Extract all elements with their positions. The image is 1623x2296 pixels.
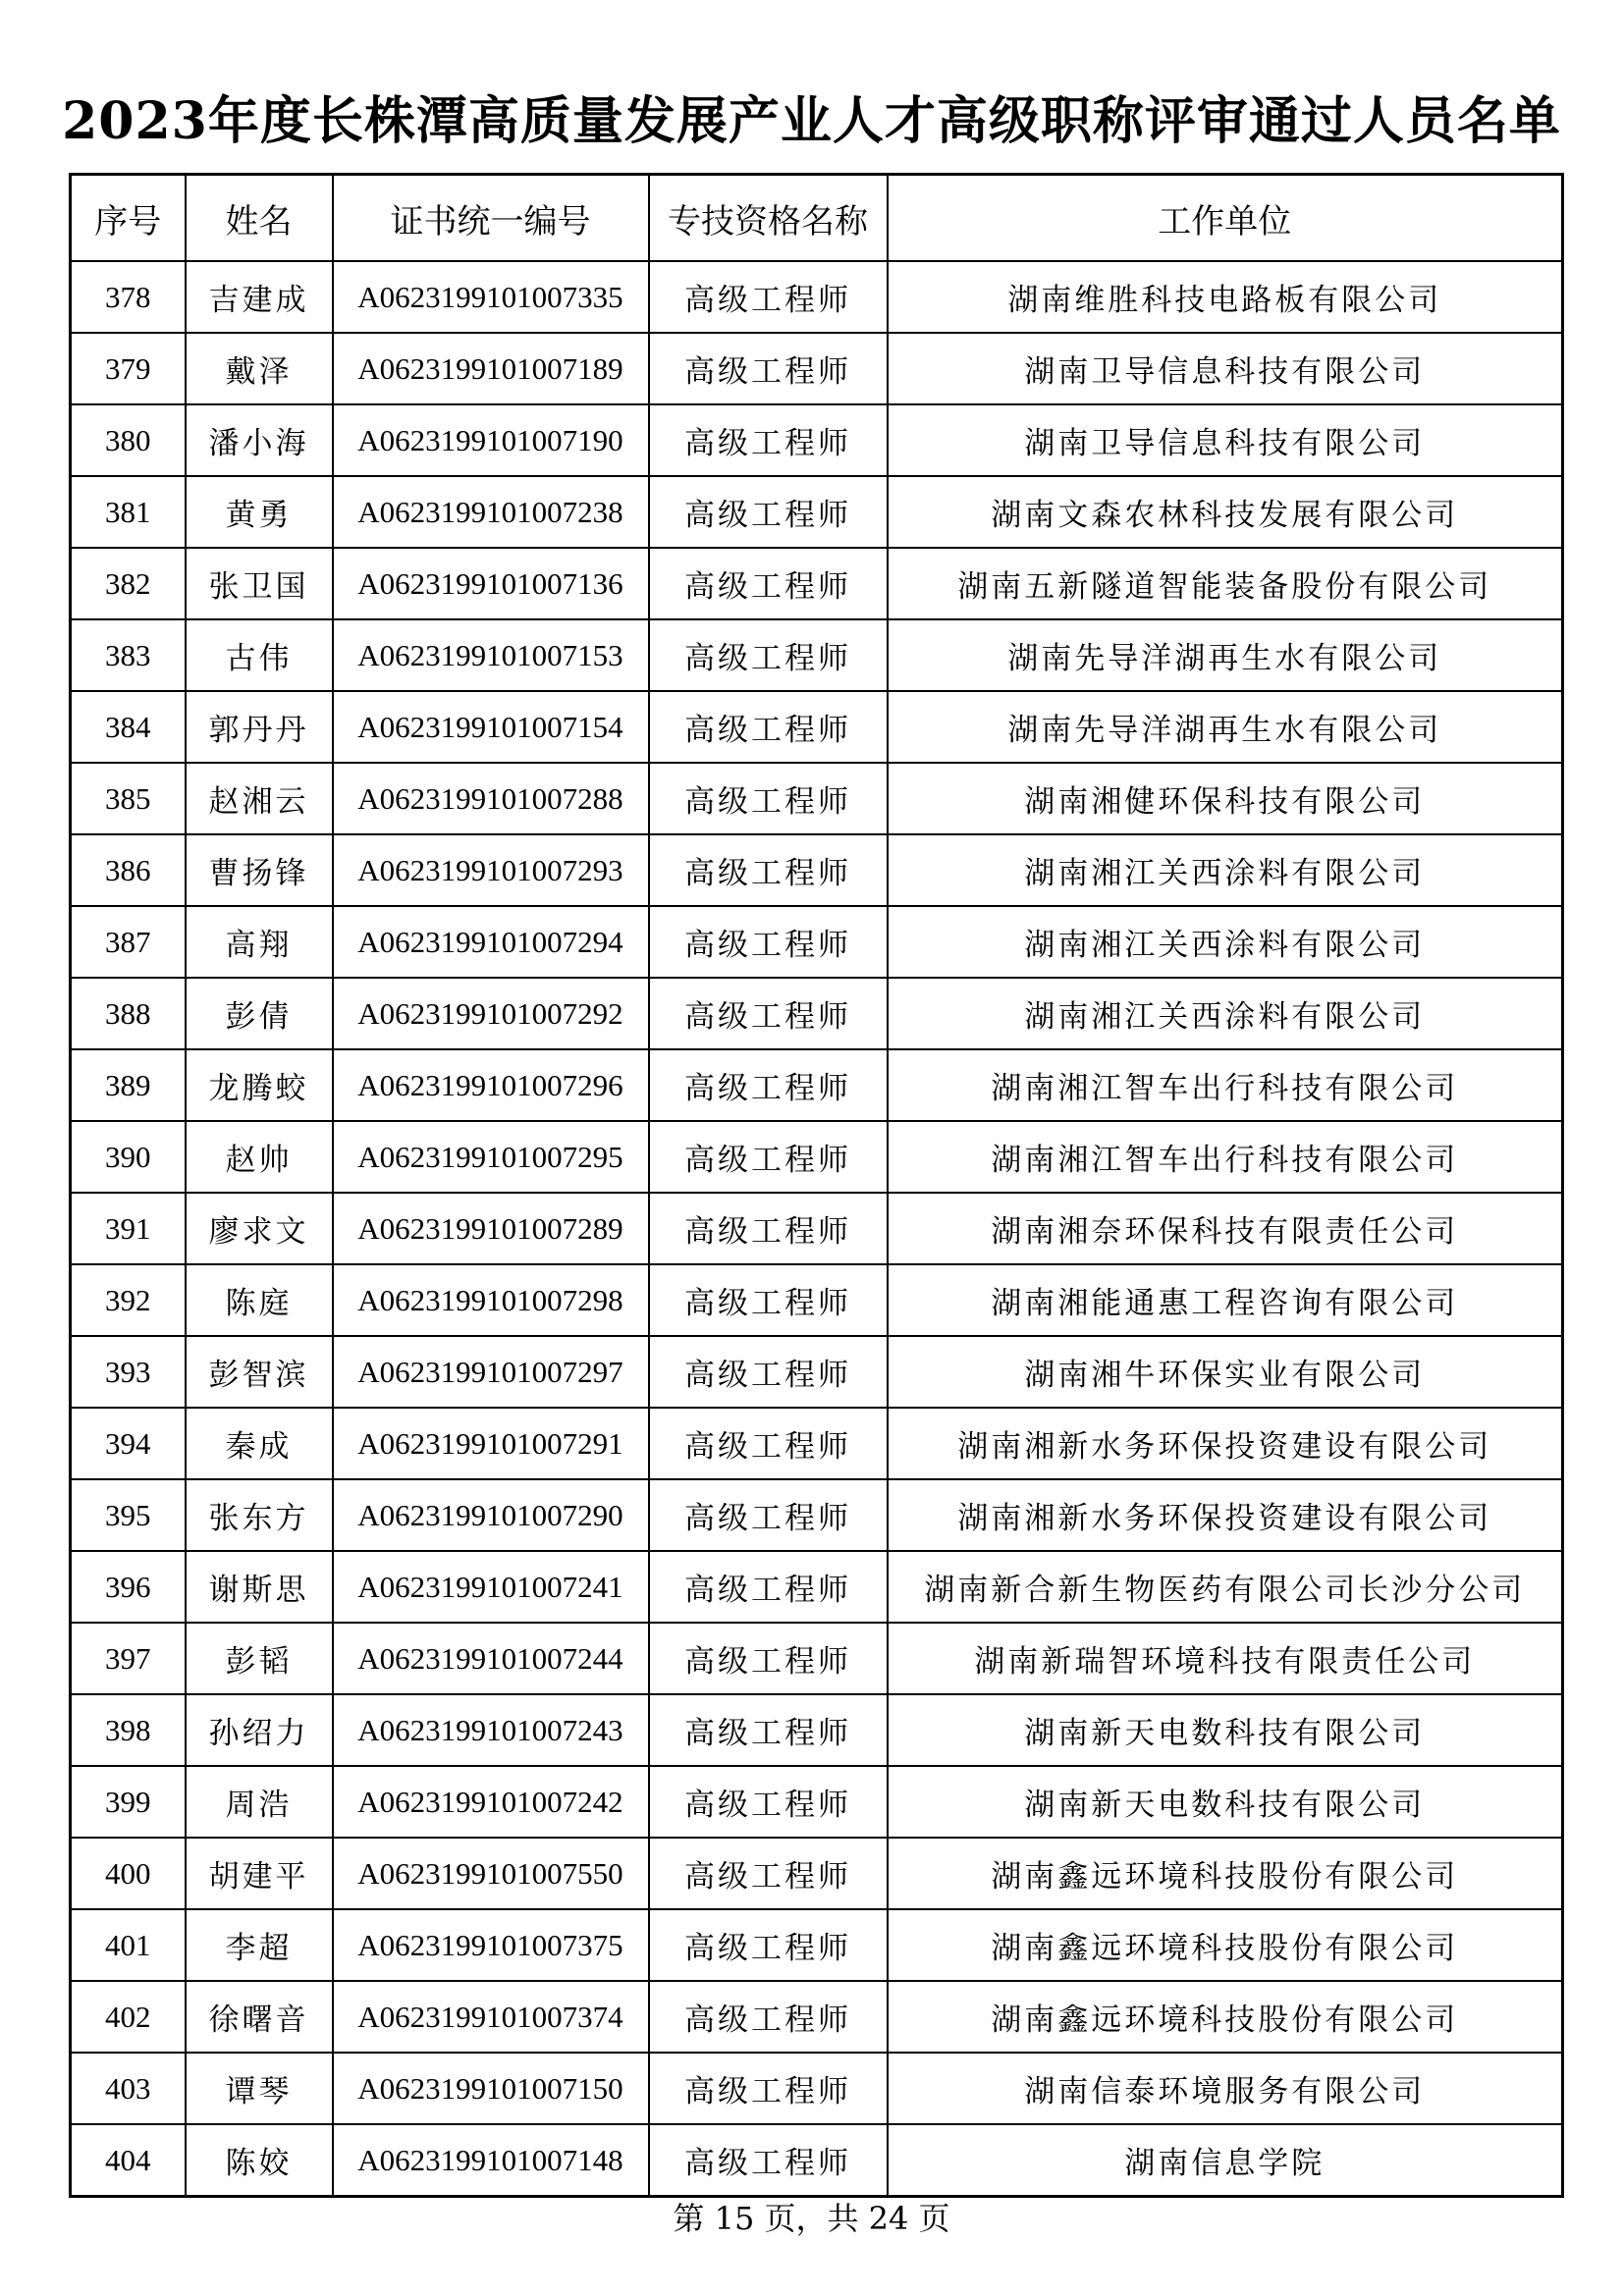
cell-serial: 391 [71, 1193, 186, 1264]
cell-employer: 湖南湘江智车出行科技有限公司 [888, 1121, 1563, 1193]
cell-certificate-number: A0623199101007291 [333, 1408, 649, 1479]
cell-qualification: 高级工程师 [649, 333, 888, 404]
cell-certificate-number: A0623199101007238 [333, 476, 649, 548]
cell-certificate-number: A0623199101007154 [333, 691, 649, 763]
cell-qualification: 高级工程师 [649, 1479, 888, 1551]
cell-serial: 396 [71, 1551, 186, 1623]
cell-certificate-number: A0623199101007290 [333, 1479, 649, 1551]
cell-employer: 湖南信泰环境服务有限公司 [888, 2053, 1563, 2124]
table-row [71, 476, 1563, 548]
cell-certificate-number: A0623199101007153 [333, 619, 649, 691]
cell-qualification: 高级工程师 [649, 1408, 888, 1479]
cell-name: 孙绍力 [186, 1694, 333, 1766]
cell-name: 周浩 [186, 1766, 333, 1838]
cell-name: 古伟 [186, 619, 333, 691]
cell-serial: 393 [71, 1336, 186, 1408]
cell-name: 彭智滨 [186, 1336, 333, 1408]
cell-certificate-number: A0623199101007288 [333, 763, 649, 834]
cell-name: 赵帅 [186, 1121, 333, 1193]
cell-employer: 湖南卫导信息科技有限公司 [888, 404, 1563, 476]
cell-qualification: 高级工程师 [649, 1909, 888, 1981]
cell-qualification: 高级工程师 [649, 978, 888, 1049]
cell-employer: 湖南湘能通惠工程咨询有限公司 [888, 1264, 1563, 1336]
cell-serial: 383 [71, 619, 186, 691]
cell-certificate-number: A0623199101007335 [333, 261, 649, 333]
table-row [71, 333, 1563, 404]
cell-serial: 403 [71, 2053, 186, 2124]
cell-name: 龙腾蛟 [186, 1049, 333, 1121]
cell-certificate-number: A0623199101007136 [333, 548, 649, 619]
cell-name: 谭琴 [186, 2053, 333, 2124]
table-row [71, 1623, 1563, 1694]
cell-certificate-number: A0623199101007292 [333, 978, 649, 1049]
cell-certificate-number: A0623199101007148 [333, 2124, 649, 2197]
cell-name: 李超 [186, 1909, 333, 1981]
cell-employer: 湖南五新隧道智能装备股份有限公司 [888, 548, 1563, 619]
table-row [71, 906, 1563, 978]
cell-employer: 湖南新天电数科技有限公司 [888, 1694, 1563, 1766]
cell-employer: 湖南鑫远环境科技股份有限公司 [888, 1981, 1563, 2053]
table-row [71, 1336, 1563, 1408]
cell-employer: 湖南湘奈环保科技有限责任公司 [888, 1193, 1563, 1264]
cell-name: 高翔 [186, 906, 333, 978]
cell-name: 徐曙音 [186, 1981, 333, 2053]
cell-qualification: 高级工程师 [649, 1981, 888, 2053]
cell-certificate-number: A0623199101007189 [333, 333, 649, 404]
cell-qualification: 高级工程师 [649, 1193, 888, 1264]
cell-employer: 湖南湘江关西涂料有限公司 [888, 834, 1563, 906]
cell-certificate-number: A0623199101007297 [333, 1336, 649, 1408]
cell-serial: 397 [71, 1623, 186, 1694]
cell-qualification: 高级工程师 [649, 619, 888, 691]
cell-name: 潘小海 [186, 404, 333, 476]
cell-serial: 387 [71, 906, 186, 978]
cell-certificate-number: A0623199101007295 [333, 1121, 649, 1193]
header-employer: 工作单位 [888, 175, 1563, 262]
cell-name: 郭丹丹 [186, 691, 333, 763]
cell-employer: 湖南鑫远环境科技股份有限公司 [888, 1909, 1563, 1981]
cell-serial: 386 [71, 834, 186, 906]
cell-serial: 384 [71, 691, 186, 763]
cell-name: 曹扬锋 [186, 834, 333, 906]
cell-certificate-number: A0623199101007289 [333, 1193, 649, 1264]
cell-qualification: 高级工程师 [649, 1121, 888, 1193]
cell-serial: 388 [71, 978, 186, 1049]
cell-employer: 湖南信息学院 [888, 2124, 1563, 2197]
cell-employer: 湖南新天电数科技有限公司 [888, 1766, 1563, 1838]
cell-qualification: 高级工程师 [649, 1551, 888, 1623]
table-row [71, 1551, 1563, 1623]
cell-qualification: 高级工程师 [649, 1264, 888, 1336]
table-row [71, 1121, 1563, 1193]
cell-serial: 381 [71, 476, 186, 548]
table-row [71, 1981, 1563, 2053]
cell-employer: 湖南湘江关西涂料有限公司 [888, 906, 1563, 978]
cell-qualification: 高级工程师 [649, 906, 888, 978]
cell-qualification: 高级工程师 [649, 763, 888, 834]
cell-certificate-number: A0623199101007293 [333, 834, 649, 906]
page-footer: 第 15 页，共 24 页 [673, 2200, 950, 2237]
cell-certificate-number: A0623199101007241 [333, 1551, 649, 1623]
cell-certificate-number: A0623199101007242 [333, 1766, 649, 1838]
cell-certificate-number: A0623199101007550 [333, 1838, 649, 1909]
header-certificate-number: 证书统一编号 [333, 175, 649, 262]
cell-employer: 湖南先导洋湖再生水有限公司 [888, 691, 1563, 763]
cell-serial: 390 [71, 1121, 186, 1193]
table-row [71, 1838, 1563, 1909]
cell-employer: 湖南新瑞智环境科技有限责任公司 [888, 1623, 1563, 1694]
cell-certificate-number: A0623199101007294 [333, 906, 649, 978]
cell-qualification: 高级工程师 [649, 2124, 888, 2197]
cell-employer: 湖南湘新水务环保投资建设有限公司 [888, 1408, 1563, 1479]
cell-certificate-number: A0623199101007150 [333, 2053, 649, 2124]
header-qualification: 专技资格名称 [649, 175, 888, 262]
cell-employer: 湖南湘新水务环保投资建设有限公司 [888, 1479, 1563, 1551]
table-row [71, 1264, 1563, 1336]
table-row [71, 763, 1563, 834]
cell-serial: 400 [71, 1838, 186, 1909]
cell-employer: 湖南卫导信息科技有限公司 [888, 333, 1563, 404]
table-row [71, 1694, 1563, 1766]
table-row [71, 619, 1563, 691]
cell-serial: 385 [71, 763, 186, 834]
cell-qualification: 高级工程师 [649, 2053, 888, 2124]
table-row [71, 1909, 1563, 1981]
cell-serial: 401 [71, 1909, 186, 1981]
cell-serial: 404 [71, 2124, 186, 2197]
table-row [71, 691, 1563, 763]
table-body [71, 261, 1563, 2197]
cell-certificate-number: A0623199101007298 [333, 1264, 649, 1336]
cell-name: 秦成 [186, 1408, 333, 1479]
cell-name: 戴泽 [186, 333, 333, 404]
table-row [71, 2053, 1563, 2124]
cell-employer: 湖南湘健环保科技有限公司 [888, 763, 1563, 834]
header-serial: 序号 [71, 175, 186, 262]
cell-certificate-number: A0623199101007190 [333, 404, 649, 476]
cell-qualification: 高级工程师 [649, 1766, 888, 1838]
table-row [71, 2124, 1563, 2197]
cell-employer: 湖南湘江智车出行科技有限公司 [888, 1049, 1563, 1121]
cell-serial: 402 [71, 1981, 186, 2053]
header-name: 姓名 [186, 175, 333, 262]
cell-employer: 湖南鑫远环境科技股份有限公司 [888, 1838, 1563, 1909]
cell-certificate-number: A0623199101007243 [333, 1694, 649, 1766]
cell-qualification: 高级工程师 [649, 1623, 888, 1694]
cell-name: 吉建成 [186, 261, 333, 333]
cell-name: 张东方 [186, 1479, 333, 1551]
cell-name: 彭韬 [186, 1623, 333, 1694]
cell-serial: 399 [71, 1766, 186, 1838]
table-row [71, 1408, 1563, 1479]
cell-qualification: 高级工程师 [649, 1838, 888, 1909]
cell-qualification: 高级工程师 [649, 1694, 888, 1766]
cell-certificate-number: A0623199101007296 [333, 1049, 649, 1121]
table-row [71, 1049, 1563, 1121]
cell-employer: 湖南文森农林科技发展有限公司 [888, 476, 1563, 548]
table-row [71, 978, 1563, 1049]
cell-name: 陈庭 [186, 1264, 333, 1336]
table-header-row [71, 175, 1563, 262]
cell-name: 赵湘云 [186, 763, 333, 834]
cell-name: 廖求文 [186, 1193, 333, 1264]
cell-qualification: 高级工程师 [649, 1336, 888, 1408]
cell-name: 谢斯思 [186, 1551, 333, 1623]
cell-employer: 湖南新合新生物医药有限公司长沙分公司 [888, 1551, 1563, 1623]
cell-serial: 398 [71, 1694, 186, 1766]
cell-qualification: 高级工程师 [649, 691, 888, 763]
table-row [71, 1479, 1563, 1551]
cell-employer: 湖南湘牛环保实业有限公司 [888, 1336, 1563, 1408]
cell-serial: 378 [71, 261, 186, 333]
cell-certificate-number: A0623199101007375 [333, 1909, 649, 1981]
table-row [71, 834, 1563, 906]
cell-name: 黄勇 [186, 476, 333, 548]
cell-employer: 湖南湘江关西涂料有限公司 [888, 978, 1563, 1049]
cell-employer: 湖南先导洋湖再生水有限公司 [888, 619, 1563, 691]
table-row [71, 261, 1563, 333]
cell-name: 张卫国 [186, 548, 333, 619]
table-row [71, 1766, 1563, 1838]
cell-qualification: 高级工程师 [649, 834, 888, 906]
cell-name: 胡建平 [186, 1838, 333, 1909]
cell-qualification: 高级工程师 [649, 548, 888, 619]
personnel-table [69, 173, 1564, 2198]
cell-name: 陈姣 [186, 2124, 333, 2197]
table-row [71, 1193, 1563, 1264]
cell-serial: 389 [71, 1049, 186, 1121]
cell-qualification: 高级工程师 [649, 1049, 888, 1121]
document-title: 2023年度长株潭高质量发展产业人才高级职称评审通过人员名单 [62, 91, 1561, 151]
cell-employer: 湖南维胜科技电路板有限公司 [888, 261, 1563, 333]
cell-qualification: 高级工程师 [649, 404, 888, 476]
cell-certificate-number: A0623199101007244 [333, 1623, 649, 1694]
cell-serial: 380 [71, 404, 186, 476]
cell-serial: 392 [71, 1264, 186, 1336]
cell-serial: 382 [71, 548, 186, 619]
cell-certificate-number: A0623199101007374 [333, 1981, 649, 2053]
cell-serial: 395 [71, 1479, 186, 1551]
cell-qualification: 高级工程师 [649, 476, 888, 548]
table-row [71, 548, 1563, 619]
cell-name: 彭倩 [186, 978, 333, 1049]
table-row [71, 404, 1563, 476]
cell-serial: 379 [71, 333, 186, 404]
cell-serial: 394 [71, 1408, 186, 1479]
cell-qualification: 高级工程师 [649, 261, 888, 333]
